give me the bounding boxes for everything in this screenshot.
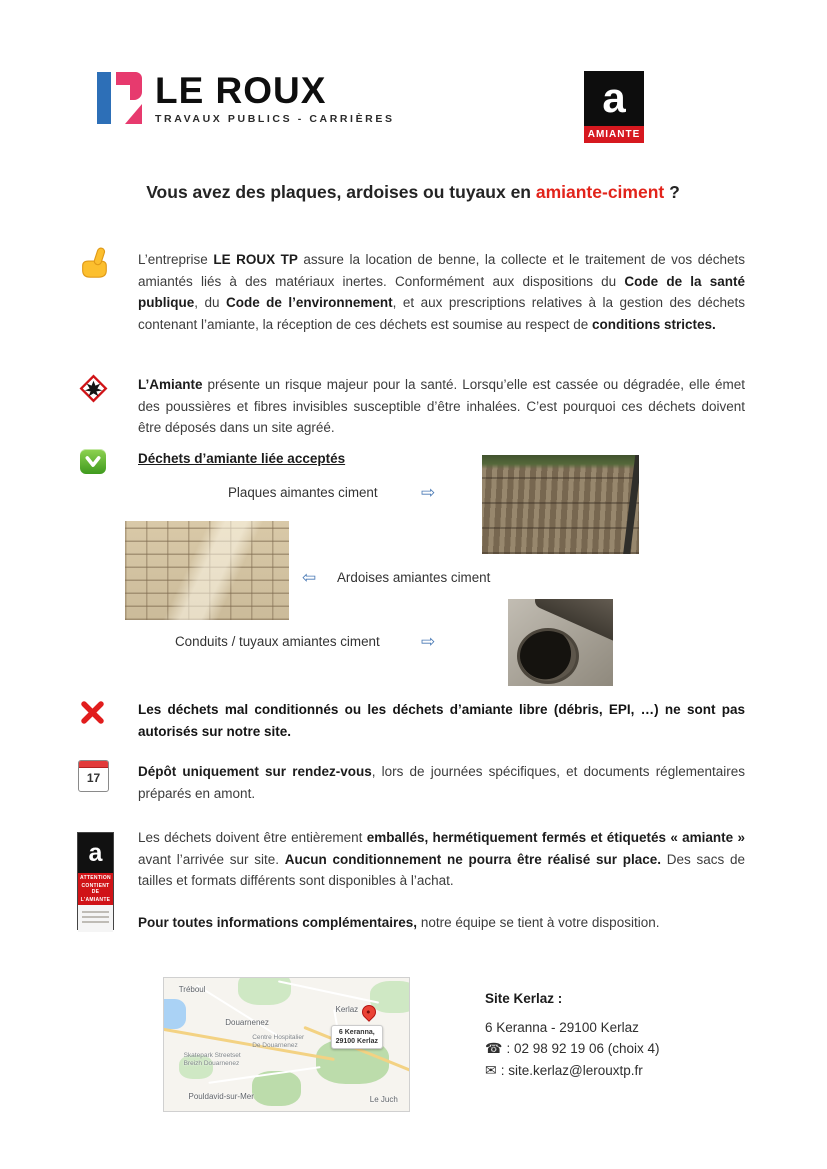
- calendar-icon: [78, 760, 109, 792]
- amiante-warning-label-icon: [77, 832, 114, 930]
- calendar-header: [79, 761, 108, 768]
- arrow-right-icon: ⇨: [421, 632, 436, 651]
- logo-pink-triangle: [125, 104, 142, 124]
- amiante-logo-band: AMIANTE: [584, 126, 644, 143]
- map-poi-hospital: Centre Hospitalier De Douarnenez: [252, 1033, 305, 1049]
- email-icon: ✉: [485, 1061, 497, 1078]
- leroux-logo-mark-icon: [95, 68, 145, 128]
- amiante-logo: [584, 71, 644, 143]
- asbestos-slates-photo: [125, 521, 289, 620]
- map-poi-skatepark: Skatepark Streetset Breizh Douarnenez: [183, 1052, 241, 1068]
- asbestos-pipe-photo: [508, 599, 613, 686]
- map-town-kerlaz: Kerlaz: [335, 1004, 359, 1014]
- red-cross-icon: [79, 699, 106, 731]
- contact-email: [485, 1060, 660, 1082]
- map-town-treboul: Tréboul: [178, 984, 206, 994]
- amiante-logo-letter: a: [584, 71, 644, 126]
- corrugated-asbestos-sheets-photo: [482, 455, 639, 554]
- map-marker-label-line1: 6 Keranna,: [338, 1028, 375, 1036]
- risk-paragraph: L’Amiante présente un risque majeur pour la santé. Lorsqu’elle est cassée ou dégradée, elle émet des poussières et fibres invisibles susceptible d’être inhalées. C’est pourquoi ces déchets doivent être déposés dans un site agréé.: [138, 377, 745, 436]
- leroux-logo: [95, 68, 395, 128]
- green-arrow-down-icon: [80, 449, 106, 474]
- intro-paragraph: L’entreprise LE ROUX TP assure la location de benne, la collecte et le traitement de vos déchets amiantés liés à des matériaux inertes. Conformément aux dispositions du Code de la santé publique, du Code de l’environnement, et aux prescriptions relatives à la gestion des déchets contenant l’amiante, la réception de ces déchets est soumise au respect de conditions strictes.: [138, 252, 745, 332]
- title-text: Vous avez des plaques, ardoises ou tuyaux en: [146, 182, 536, 202]
- leroux-logo-text: [155, 69, 395, 125]
- map-town-pouldavid: Pouldavid-sur-Mer: [188, 1092, 254, 1102]
- more-info-paragraph: Pour toutes informations complémentaires, notre équipe se tient à votre disposition.: [138, 915, 660, 930]
- logo-title: LE ROUX: [155, 69, 327, 111]
- contact-email-address: : site.kerlaz@lerouxtp.fr: [500, 1062, 643, 1078]
- contact-phone-number: : 02 98 92 19 06 (choix 4): [506, 1041, 660, 1056]
- logo-blue-bar: [97, 72, 111, 124]
- title-question: ?: [664, 182, 680, 202]
- accepted-item-plaques-label: Plaques aimantes ciment: [228, 485, 378, 500]
- map-town-lejuch: Le Juch: [369, 1095, 398, 1105]
- logo-subtitle: TRAVAUX PUBLICS - CARRIÈRES: [155, 112, 395, 125]
- contact-address: 6 Keranna - 29100 Kerlaz: [485, 1019, 639, 1035]
- arrow-left-icon: ⇦: [302, 568, 317, 587]
- label-fine-print: [78, 905, 113, 932]
- label-letter: a: [78, 833, 113, 873]
- contact-block: [485, 988, 660, 1081]
- pipe-opening-detail: [517, 628, 579, 684]
- map-marker-label-line2: 29100 Kerlaz: [335, 1037, 379, 1045]
- contact-phone: [485, 1038, 660, 1060]
- label-line-2: CONTIENT DE: [81, 883, 110, 895]
- not-allowed-paragraph: Les déchets mal conditionnés ou les déchets d’amiante libre (débris, EPI, …) ne sont pas autorisés sur notre site.: [138, 702, 745, 739]
- pointing-hand-icon: [77, 246, 111, 285]
- page-title: [63, 182, 763, 203]
- map-water: [163, 999, 186, 1028]
- location-map: [163, 977, 410, 1112]
- map-road: [278, 981, 379, 1004]
- photo-rail-detail: [622, 455, 639, 554]
- accepted-heading: Déchets d’amiante liée acceptés: [138, 451, 346, 466]
- arrow-right-icon: ⇨: [421, 483, 436, 502]
- label-line-1: ATTENTION: [80, 875, 111, 881]
- hazard-diamond-icon: [78, 373, 109, 409]
- map-marker-label: [331, 1025, 383, 1049]
- appointment-paragraph: Dépôt uniquement sur rendez-vous, lors de journées spécifiques, et documents réglementaires préparés en amont.: [138, 764, 745, 801]
- label-line-3: L’AMIANTE: [80, 897, 111, 903]
- contact-title: Site Kerlaz :: [485, 991, 563, 1006]
- phone-icon: ☎: [485, 1040, 503, 1056]
- map-town-douarnenez: Douarnenez: [225, 1017, 269, 1027]
- map-green-area: [370, 981, 410, 1013]
- accepted-item-conduits-label: Conduits / tuyaux amiantes ciment: [175, 634, 380, 649]
- title-highlight: amiante-ciment: [535, 182, 665, 202]
- accepted-item-ardoises-label: Ardoises amiantes ciment: [337, 570, 491, 585]
- packaging-paragraph: Les déchets doivent être entièrement emballés, hermétiquement fermés et étiquetés « amiante » avant l’arrivée sur site. Aucun conditionnement ne pourra être réalisé sur place. Des sacs de tailles et formats différents sont disponibles à l’achat.: [138, 830, 745, 889]
- logo-pink-arch-leg: [130, 72, 142, 100]
- calendar-day: 17: [86, 771, 101, 785]
- label-warning-text: [78, 873, 113, 905]
